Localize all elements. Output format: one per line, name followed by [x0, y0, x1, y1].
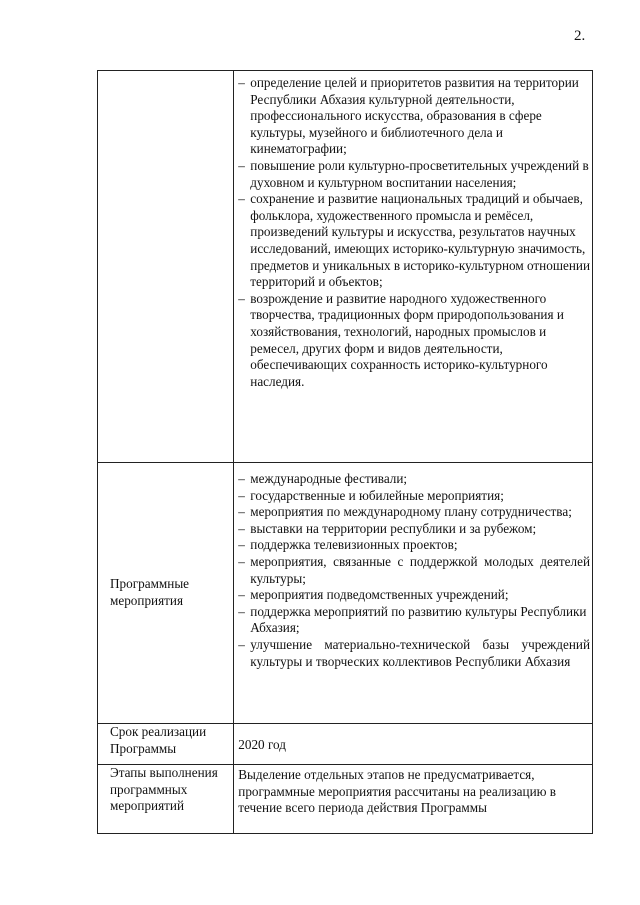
page-number: 2. [574, 28, 586, 44]
program-passport-table [97, 70, 593, 834]
term-label: Срок реализации Программы [98, 724, 234, 765]
list-item: – международные фестивали; [238, 471, 590, 488]
table-row [98, 724, 593, 765]
goals-value-cell [234, 71, 593, 463]
events-label: Программные мероприятия [98, 463, 234, 724]
list-item: – выставки на территории республики и за рубежом; [238, 521, 590, 538]
term-value: 2020 год [234, 724, 593, 765]
goals-label-cell [98, 71, 234, 463]
list-item: – мероприятия по международному плану сотрудничества; [238, 504, 590, 521]
list-item: – мероприятия, связанные с поддержкой молодых деятелей культуры; [238, 554, 590, 587]
goals-list [238, 75, 590, 390]
table-row [98, 71, 593, 463]
events-value-cell [234, 463, 593, 724]
list-item: – государственные и юбилейные мероприятия; [238, 488, 590, 505]
list-item: – определение целей и приоритетов развития на территории Республики Абхазия культурной деятельности, профессионального искусства, образования в сфере культуры, музейного и библиотечного дела и кинематографии; [238, 75, 590, 158]
stages-label: Этапы выполнения программных мероприятий [98, 765, 234, 834]
list-item: – улучшение материально-технической базы учреждений культуры и творческих коллективов Республики Абхазия [238, 637, 590, 670]
list-item: – поддержка телевизионных проектов; [238, 537, 590, 554]
stages-value: Выделение отдельных этапов не предусматривается, программные мероприятия рассчитаны на реализацию в течение всего периода действия Программы [234, 765, 593, 834]
table-row [98, 463, 593, 724]
table-row [98, 765, 593, 834]
list-item: – мероприятия подведомственных учреждений; [238, 587, 590, 604]
list-item: – поддержка мероприятий по развитию культуры Республики Абхазия; [238, 604, 590, 637]
list-item: – сохранение и развитие национальных традиций и обычаев, фольклора, художественного промысла и ремёсел, произведений культуры и искусства, результатов научных исследований, имеющих историко-культурную значимость, предметов и уникальных в историко-культурном отношении территорий и объектов; [238, 191, 590, 291]
list-item: – возрождение и развитие народного художественного творчества, традиционных форм природопользования и хозяйствования, технологий, народных промыслов и ремесел, других форм и видов деятельности, обеспечивающих сохранность историко-культурного наследия. [238, 291, 590, 391]
list-item: – повышение роли культурно-просветительных учреждений в духовном и культурном воспитании населения; [238, 158, 590, 191]
events-list [238, 471, 590, 670]
